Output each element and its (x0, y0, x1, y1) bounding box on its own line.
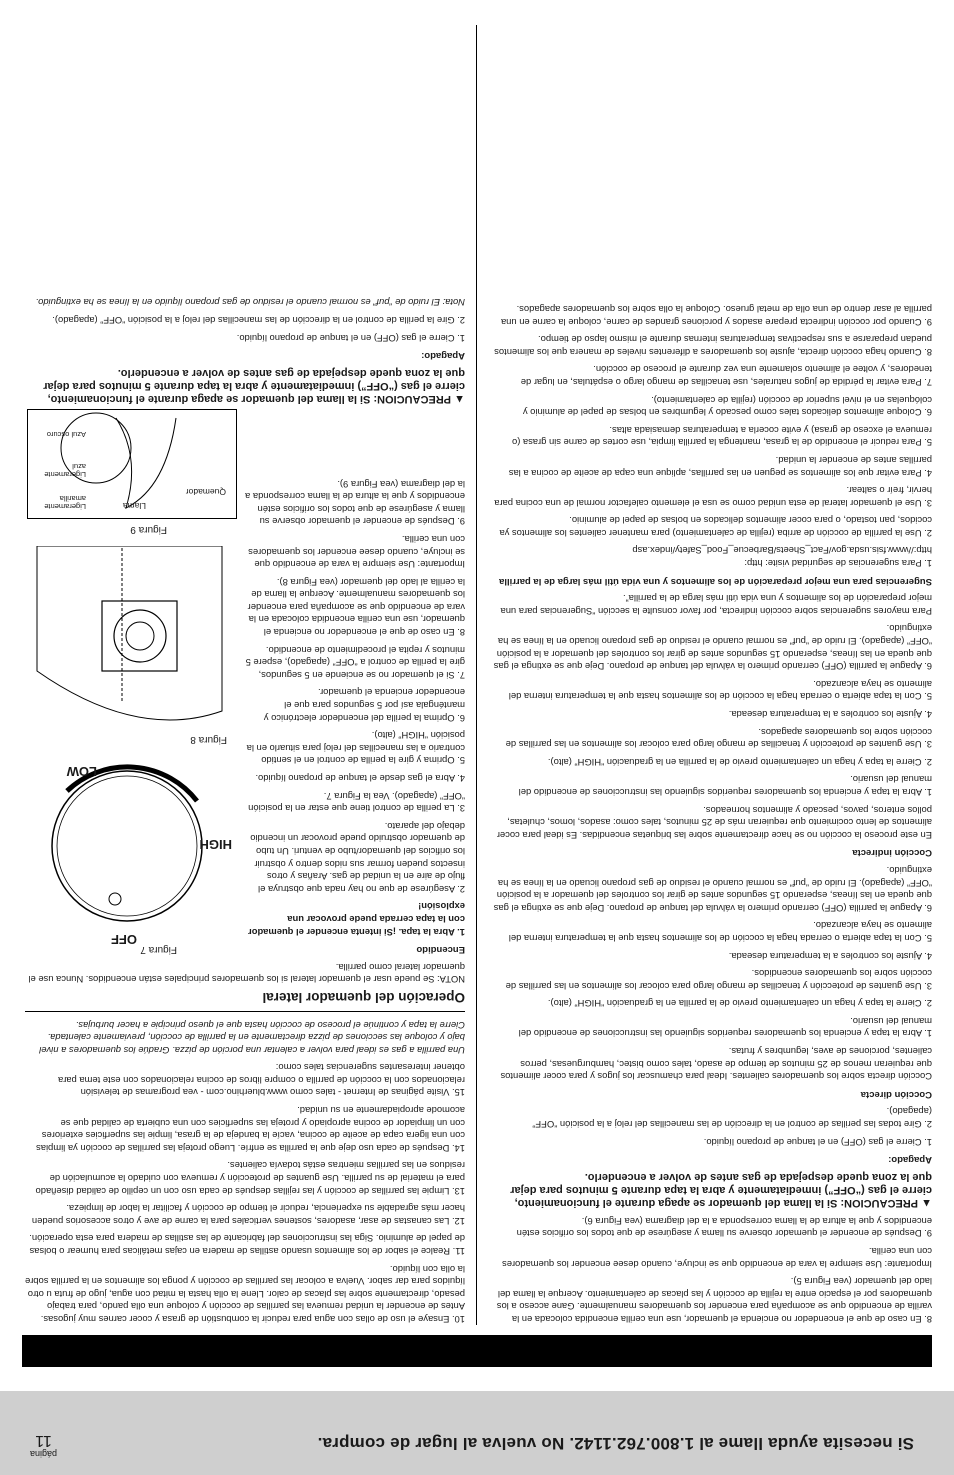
black-band (22, 1335, 932, 1367)
column-continuation (490, 297, 932, 1325)
figure-9 (27, 405, 237, 535)
indirecta-step: 4. Ajuste los controles a la temperatura deseada. (728, 709, 932, 721)
figures-area (27, 405, 237, 955)
figure-9-caption: Figura 9 (130, 524, 167, 536)
indirecta-step: 1. Abra la tapa y encienda los quemadores requeridos siguiendo las instrucciones de encendido del manual del usuario. (518, 774, 932, 798)
indirecta-step: 5. Con la tapa abierta o cerrada haga la cocción de los alimentos hasta que la temperatura interna del alimento se haya alcanzado. (508, 678, 932, 703)
suggestion-item: 3. Use el quemador lateral de esta unidad como se usa el elemento calefactor normal de una cocina para hervir, freír o saltear. (494, 485, 932, 509)
knob-high-label: HIGH (199, 837, 232, 853)
indirecta-step: 2. Cierre la tapa y haga un calentamiento previo de la parrilla en la graduación “HIGH” (alto). (547, 756, 932, 768)
tip-15: 15. Visite páginas de Internet - tales como www.bluerhino.com - vea programas de televisión relacionados con la cocción de parrilla o compre libros de cocina relacionados con este tema para obtener interesantes sugerencias tales como: (58, 1062, 465, 1099)
directa-step: 5. Con la tapa abierta o cerrada haga la cocción de los alimentos hasta que la temperatura interna del alimento se haya alcanzado. (508, 920, 932, 944)
figure-8-caption: Figura 8 (190, 734, 227, 746)
suggestion-item: 6. Coloque alimentos delicados tales como pescado y legumbres en bolsas de papel de aluminio y colóquelas en el nivel superior de cocción (rejilla de calentamiento). (522, 394, 932, 419)
help-line: Si necesita ayuda llame al 1.800.762.1142. No vuelva al lugar de compra. (317, 1434, 914, 1453)
enc-step-5: 5. Oprima y gire la perilla de control en el sentido contrario a las manecillas del reloj para situarlo en la posición “HIGH” (alto). (246, 730, 465, 767)
side-burner-body (25, 405, 465, 955)
footer-bar (0, 1391, 954, 1475)
figure-7 (27, 755, 237, 955)
directa-step: 3. Use guantes de protección y tenacillas de mango largo para colocar los alimentos en las parrillas de cocción sobre los quemadores encendidos. (505, 968, 932, 992)
page-number: 11 (35, 1432, 52, 1449)
directa-step: 2. Cierre la tapa y haga un calentamiento previo de la parrilla en la graduación “HIGH” (alto). (547, 998, 932, 1010)
directa-step: 1. Abra la tapa y encienda los quemadores requeridos siguiendo las instrucciones de encendido del manual del usuario. (518, 1015, 932, 1040)
indirecta-step: 6. Apague la parrilla (OFF) cerrando primero la válvula del tanque de propano. Deje que se extinga el gas que queda en las líneas, esperando 15 segundos antes de girar los controles del quemador a la posición “OFF” (apagado). El ruido de “puf” es normal cuando el residuo de gas propano licuado en la línea se ha extinguido. (493, 623, 932, 673)
suggestion-item: 8. Cuando haga cocción directa, ajuste los quemadores a diferentes niveles de manera que los alimentos puedan prepararse a sus respectivas temperaturas internas durante el mismo lapso de tiempo. (494, 334, 932, 358)
caution-warning: ▲ PRECAUCION: Si la llama del quemador se apaga durante el funcionamiento, cierre el gas (“OFF”) inmediatamente y abra la tapa durante 5 minutos para dejar que la zona quede despejada de gas antes de volver a encenderlo. (510, 1171, 932, 1210)
indirecta-title: Cocción indirecta (852, 847, 932, 859)
knob-low-label: LOW (66, 764, 97, 780)
directa-step: 6. Apague la parrilla (OFF) cerrando primero la válvula del tanque de propano. Deje que se extinga el gas que queda en las líneas, esperando 15 segundos antes de girar los controles del quemador a la posición “OFF” (apagado). El ruido de “puf” es normal cuando el residuo de gas propano licuado en la línea se ha extinguido. (493, 864, 932, 914)
side-caution-warning: ▲ PRECAUCION: Si la llama del quemador se apaga durante el funcionamiento, cierre el gas (“OFF”) inmediatamente y abra la tapa durante 5 minutos para dejar que la zona quede despejada de gas antes de volver a encenderlo. (43, 367, 465, 406)
enc-step-9: 9. Después de encender el quemador observe su llama y asegúrese de que todos los orificios estén encendidos y que la altura de la llama corresponda a la del diagrama (vea Figura 9). (245, 478, 465, 528)
side-apagado-2: 2. Gire la perilla de control en la dirección de las manecillas del reloj a la posición “OFF” (apagado). (52, 314, 465, 326)
figure-7-caption: Figura 7 (140, 944, 177, 956)
enc-step-6: 6. Oprima la perilla del encendedor electrónico y manténgala así por 5 segundos para que el encendedor encienda el quemador. (263, 687, 465, 724)
tip-14: 14. Después de cada uso deje que la parrilla se enfríe. Luego proteja las parrillas de cocción ya limpias con una ligera capa de aceite de cocina, vacíe la bandeja de la grasa, limpie las superficies exteriores con un limpiador de cocina apropiado y proteja las superficies con una cubierta de calidad que se acomode apropiadamente en su unidad. (36, 1105, 465, 1154)
side-apagado-1: 1. Cierre el gas (OFF) en el tanque de propano líquido. (236, 332, 465, 344)
nota-puf: Nota: El ruido de “puf” es normal cuando el residuo de gas propano líquido en la línea se ha extinguido. (35, 297, 465, 309)
tip-12: 12. Las canastas de asar, asadores, sostenes verticales para la carne de ave y otros accesorios pueden hacer más agradable su experiencia, reducir el tiempo de cocción y facilitar la labor de limpieza. (31, 1203, 465, 1227)
burner-lighting-icon (27, 546, 237, 731)
side-burner-steps (245, 405, 465, 955)
apagado-step-1: 1. Cierre el gas (OFF) en el tanque de propano líquido. (703, 1136, 932, 1148)
flame-diagram (27, 409, 237, 519)
lig-amarilla-label: Ligeramente amarilla (44, 494, 86, 512)
side-burner-title: Operación del quemador lateral (262, 989, 465, 1005)
enc-important: Importante: Use siempre la vara de encendido que se incluye, cuando desee encender los quemadores con una cerilla. (248, 533, 465, 571)
suggestion-item: 7. Para evitar la pérdida de jugos naturales, use tenacillas de mango largo o espátulas, en lugar de tenedores, y voltee el alimento solamente una vez durante el proceso de cocción. (520, 364, 932, 388)
indirecta-step: 3. Use guantes de protección y tenacillas de mango largo para colocar los alimentos en las parrillas de cocción sobre los quemadores apagados. (505, 726, 932, 751)
important-note: Importante: Use siempre la vara de encendido que se incluye, cuando desee encender los quemadores con una cerilla. (502, 1246, 932, 1270)
step-8: 8. En caso de que el encendedor no encienda el quemador, use una cerilla encendida colocada en la varilla de encendido que se acompaña para encender los quemadores manualmente. Gane acceso a los quemadores por el espacio entre la rejilla de cocción y las placas de calentamiento. Acerque la llama del lado del quemador (vea Figura 5). (496, 1276, 932, 1325)
figure-8 (27, 545, 237, 745)
directa-intro: Cocción directa sobre los quemadores calientes. Ideal para chamuscar los jugos y para cocer alimentos que requieran menos de 25 minutos de tiempo de asado, tales como bistec, hamburguesas, perros calientes, porciones de aves, legumbres y frutas. (500, 1046, 932, 1083)
enc-step-1: 1. Abra la tapa. ¡Si intenta encender el quemador con la tapa cerrada puede provocar una explosión! (248, 901, 465, 938)
directa-step: 4. Ajuste los controles a la temperatura deseada. (728, 950, 932, 962)
enc-step-7: 7. Si el quemador no se enciende en 5 segundos, gire la perilla de control a “OFF” (apagado), espere 5 minutos y repita el procedimiento de encendido. (245, 644, 465, 681)
step-9: 9. Después de encender el quemador observe su llama y asegúrese de que todos los orificios estén encendidos y que la altura de la llama corresponda a la del diagrama (vea Figura 6). (516, 1215, 932, 1240)
enc-step-4: 4. Abra el gas desde el tanque de propano líquido. (255, 773, 465, 785)
suggestion-item: 1. Para sugerencias de seguridad visite: http: http://www.fsis.usda.gov/Fact_Sheets/Barbecue_Food_Safety/index.asp (632, 545, 932, 570)
suggestion-item: 5. Para reducir el encendido de la grasa, mantenga la parrilla limpia, use cortes de carne sin grasa (o remueva el exceso de grasa) y evite cocerla a temperaturas demasiada altas. (511, 424, 932, 449)
tip-11: 11. Realce el sabor de los alimentos usando astillas de madera en cajas metálicas para humear o bolsas de papel de aluminio. Siga las instrucciones del fabricante de las astillas de madera para esta operación. (29, 1233, 465, 1258)
suggestion-item: 2. Use la parrilla de cocción de arriba (rejilla de calentamiento) para mantener calientes los alimentos ya cocidos, pan tostado, o para cocer alimentos delicados en bolsas de papel de aluminio. (499, 515, 932, 539)
page-label-text: página (30, 1449, 58, 1459)
azul-oscuro-label: Azul oscuro (46, 430, 86, 440)
apagado-step-2: 2. Gire todas las perillas de control en la dirección de las manecillas del reloj a la posición “OFF” (apagado). (532, 1106, 932, 1131)
column-side-burner (25, 291, 465, 1325)
page-label (30, 1431, 57, 1459)
section-rule (25, 1011, 465, 1012)
enc-step-3: 3. La perilla de control tiene que estar en la posición “OFF” (apagado). Vea la Figura 7. (248, 790, 465, 815)
lig-azul-label: Ligeramente azul (44, 462, 86, 480)
llama-label: Llama (122, 501, 146, 512)
side-apagado-title: Apagado: (421, 350, 465, 362)
column-divider (476, 25, 477, 1325)
side-burner-note: NOTA: Se puede usar el quemador lateral si los quemadores principales están encendidos. Nunca use el quemador lateral como parrilla. (28, 961, 465, 986)
indirecta-more: Para mayores sugerencias sobre cocción indirecta, por favor consulte la sección “Sugerencias para una mejor preparación de los alimentos y una vida útil más larga de la parrilla”. (500, 593, 932, 617)
tip-13: 13. Limpie las parrillas de cocción y las rejillas después de cada uso con un cepillo de calidad diseñado para el material de su parrilla. Use guantes de protección y remueva con cuidado la acumulación de residuos en las parrillas mientras estás todavía calientes. (35, 1160, 465, 1197)
tip-10: 10. Ensaye el uso de ollas con agua para reducir la combustión de grasa y cocer carnes muy jugosas. Antes de encender la unidad remueva las parrillas de cocción y coloque una olla pando, para trabajo pesado, directamente sobre las placas de calor. Llene la olla hasta la mitad con agua, jugo de fruta u otro líquidos para dar sabor. Vuelva a colocar las parrillas de cocción y ponga los alimentos en la parrilla sobre la olla con líquido. (25, 1263, 465, 1325)
suggestions-title: Sugerencias para una mejor preparación de los alimentos y una vida útil más larga de la parrilla (499, 575, 932, 587)
encendido-title: Encendido (416, 944, 465, 956)
suggestion-item: 9. Cuando por cocción indirecta prepare asados y porciones grandes de carne, coloque la carne en una parrilla al asar dentro de una olla de metal grueso. Coloque la olla sobre los quemadores apagados. (500, 304, 932, 328)
knob-off-label: OFF (111, 932, 137, 948)
suggestion-item: 4. Para evitar que los alimentos se peguen en las parrillas, aplique una capa de aceite de cocina a las parrillas antes de encender la unidad. (508, 454, 932, 479)
directa-title: Cocción directa (860, 1088, 932, 1100)
enc-step-2: 2. Asegúrese de que no hay nada que obstruya el flujo de aire en la unidad de gas. Arañas y otros insectos pueden formar sus nidos dentro y obstruir los orificios del quemador/tubo de venturi. Un tubo de quemador obstruido puede provocar un incendio debajo del aparato. (250, 820, 465, 895)
enc-step-8: 8. En caso de que el encendedor no encienda el quemador, use una cerilla encendida colocada en la vara de encendido que se acompaña para encender los quemadores manualmente. Acerque la llama de la cerilla al lado del quemador (vea Figura 8). (247, 576, 465, 639)
apagado-title: Apagado: (888, 1154, 932, 1166)
quemador-label: Quemador (185, 487, 226, 498)
indirecta-intro: En este proceso la cocción no se hace directamente sobre las briquetas encendidas. Es ideal para cocer alimentos de lento cocimiento que requieran más de 25 minutos, tales como: asados, lomos, chuletas, pollos enteros, pavos, pescado y alimentos horneados. (496, 804, 932, 841)
pizza-tip: Una parrilla a gas es ideal para volver a calentar una porción de pizza. Gradúe los quemadores a nivel bajo y coloque las secciones de pizza directamente en la parrilla de cocción, previamente calentada. Cierre la tapa y continúe el proceso de cocción hasta que el queso principie a hacer burbujas. (39, 1019, 465, 1056)
